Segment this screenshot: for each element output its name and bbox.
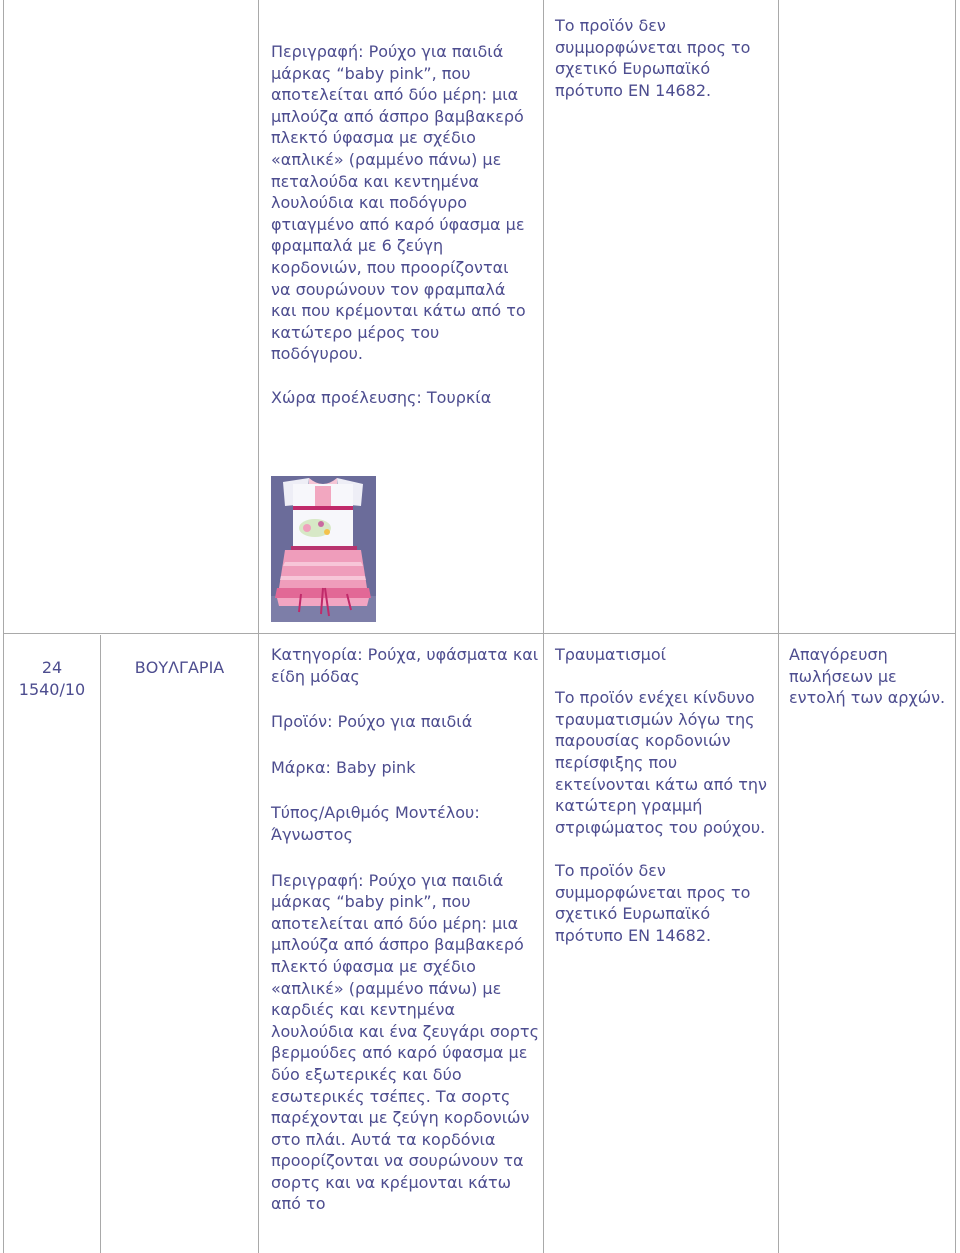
row-24-country-cell [101, 657, 258, 679]
childrens-outfit-image [271, 476, 376, 622]
row-divider [3, 633, 956, 634]
table-border-left [3, 0, 4, 1253]
row-number: 24 [41, 658, 63, 677]
column-divider-1 [100, 635, 101, 1253]
notifying-country: ΒΟΥΛΓΑΡΙΑ [134, 658, 225, 677]
product-description: Περιγραφή: Ρούχο για παιδιά μάρκας “baby pink”, που αποτελείται από δύο μέρη: μια μπλούζα από άσπρο βαμβακερό πλεκτό ύφασμα με σχέδιο «απλικέ» (ραμμένο πάνω) με καρδιές και κεντημένα λουλούδια και ένα ζευγάρι σορτς βερμούδες από καρό ύφασμα με δύο εξωτερικές και δύο εσωτερικές τσέπες. Τα σορτς παρέχονται με ζεύγη κορδονιών στο πλάι. Αυτά τα κορδόνια προορίζονται να σουρώνουν τα σορτς και να κρέμονται κάτω από το [271, 870, 539, 1214]
product-name: Προϊόν: Ρούχο για παιδιά [271, 712, 473, 732]
product-photo [271, 476, 376, 622]
column-divider-3 [543, 0, 544, 1253]
row-24-number-cell [4, 657, 100, 700]
product-brand: Μάρκα: Baby pink [271, 757, 416, 777]
column-divider-2 [258, 0, 259, 1253]
row-24-product-cell [271, 644, 539, 1215]
risk-compliance: Το προϊόν δεν συμμορφώνεται προς το σχετικό Ευρωπαϊκό πρότυπο EN 14682. [555, 860, 751, 945]
product-category: Κατηγορία: Ρούχα, υφάσματα και είδη μόδας [271, 645, 539, 686]
top-row-origin: Χώρα προέλευσης: Τουρκία [271, 387, 492, 407]
reference-number: 1540/10 [18, 679, 86, 699]
measures-taken: Απαγόρευση πωλήσεων με εντολή των αρχών. [789, 645, 946, 708]
row-24-risk-cell [555, 644, 775, 946]
row-24-measures-cell [789, 644, 953, 709]
column-divider-4 [778, 0, 779, 1253]
top-row-description: Περιγραφή: Ρούχο για παιδιά μάρκας “baby pink”, που αποτελείται από δύο μέρη: μια μπλούζα από άσπρο βαμβακερό πλεκτό ύφασμα με σχέδιο «απλικέ» (ραμμένο πάνω) με πεταλούδα και κεντημένα λουλούδια και ποδόγυρο φτιαγμένο από καρό ύφασμα με φραμπαλά με 6 ζεύγη κορδονιών, που προορίζονται να σουρώνουν τον φραμπαλά και που κρέμονται κάτω από το κατώτερο μέρος του ποδόγυρου. [271, 42, 526, 364]
top-row-compliance: Το προϊόν δεν συμμορφώνεται προς το σχετικό Ευρωπαϊκό πρότυπο EN 14682. [555, 16, 751, 100]
product-model: Τύπος/Αριθμός Μοντέλου: Άγνωστος [271, 803, 480, 844]
risk-type: Τραυματισμοί [555, 645, 667, 664]
table-border-right [955, 0, 956, 1253]
top-row-description-cell [271, 41, 533, 408]
risk-description: Το προϊόν ενέχει κίνδυνο τραυματισμών λόγω της παρουσίας κορδονιών περίσφιξης που εκτείνονται κάτω από την κατώτερη γραμμή στριφώματος του ρούχου. [555, 688, 767, 837]
top-row-compliance-cell [555, 15, 775, 101]
